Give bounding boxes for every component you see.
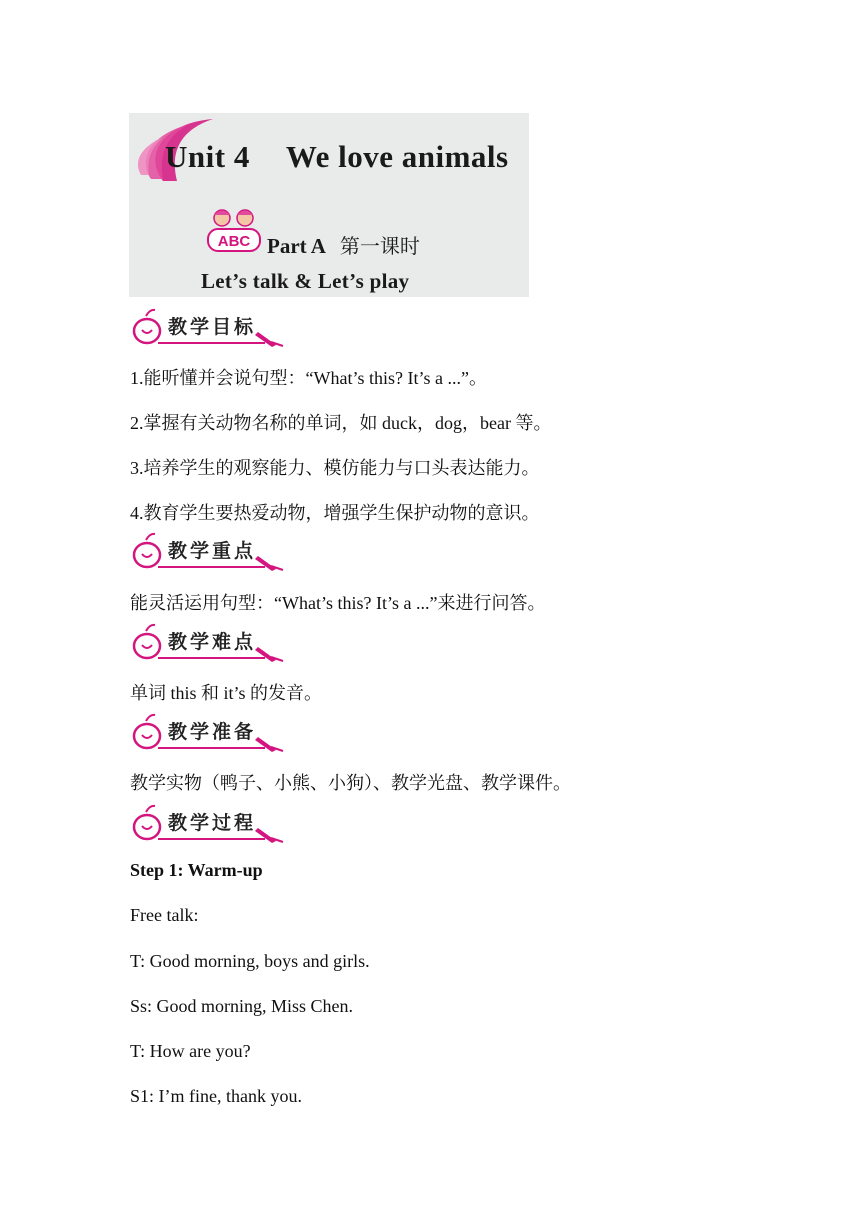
unit-name: We love animals [285, 139, 509, 174]
part-line [267, 230, 420, 259]
difficulties-text: 单词 this 和 it’s 的发音。 [130, 683, 323, 703]
dialogue-line: S1: I’m fine, thank you. [130, 1086, 302, 1106]
section-heading-difficulties [130, 623, 290, 663]
section-heading-label: 教学重点 [168, 540, 257, 562]
objective-item: 4.教育学生要热爱动物，增强学生保护动物的意识。 [130, 503, 540, 523]
dialogue-line: T: Good morning, boys and girls. [130, 951, 370, 971]
dialogue-line: Ss: Good morning, Miss Chen. [130, 996, 354, 1016]
section-heading-label: 教学难点 [168, 631, 257, 653]
preparation-text: 教学实物（鸭子、小熊、小狗）、教学光盘、教学课件。 [130, 773, 571, 793]
section-heading-label: 教学目标 [168, 316, 257, 338]
svg-text:ABC: ABC [217, 233, 251, 250]
key-points-text: 能灵活运用句型：“What’s this? It’s a ...”来进行问答。 [130, 593, 546, 613]
objective-item: 3.培养学生的观察能力、模仿能力与口头表达能力。 [130, 458, 540, 478]
section-heading-label: 教学过程 [168, 812, 257, 834]
unit-number: Unit 4 [165, 139, 250, 174]
section-heading-key-points [130, 532, 290, 572]
unit-title [165, 139, 509, 175]
section-heading-label: 教学准备 [168, 721, 257, 743]
abc-kids-logo [205, 207, 263, 255]
section-heading-objectives [130, 308, 290, 348]
lesson-label: 第一课时 [339, 234, 420, 258]
objective-item: 2.掌握有关动物名称的单词，如 duck，dog，bear 等。 [130, 413, 552, 433]
unit-banner [129, 113, 529, 297]
objective-item: 1.能听懂并会说句型：“What’s this? It’s a ...”。 [130, 368, 487, 388]
dialogue-line: T: How are you? [130, 1041, 251, 1061]
dialogue-line: Free talk: [130, 905, 199, 925]
part-label: Part A [267, 234, 326, 258]
step-heading: Step 1: Warm-up [130, 860, 263, 880]
section-heading-preparation [130, 713, 290, 753]
lesson-subtitle: Let’s talk & Let’s play [201, 269, 410, 293]
section-heading-process [130, 804, 290, 844]
